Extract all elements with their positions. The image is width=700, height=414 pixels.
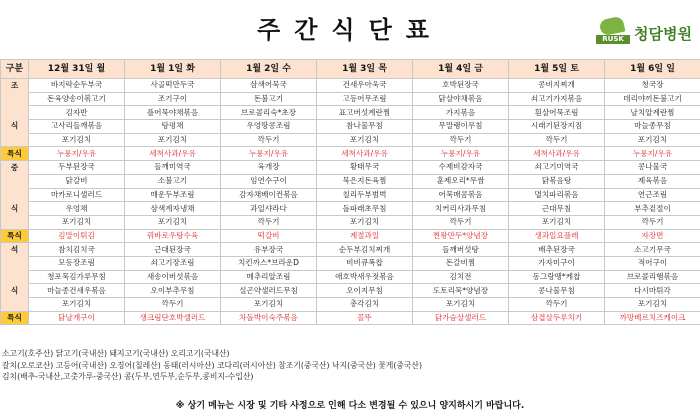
menu-cell: 탕평채 — [125, 120, 221, 134]
menu-cell: 마늘종무침 — [605, 120, 700, 134]
snack-row — [1, 147, 700, 161]
menu-cell: 깍두기 — [605, 215, 700, 229]
menu-cell: 순두부김치찌개 — [317, 243, 413, 257]
menu-cell: 포기김치 — [605, 133, 700, 147]
meal-label-cell: 식 — [1, 120, 29, 134]
menu-cell: 포기김치 — [317, 215, 413, 229]
leaf-logo-icon — [596, 18, 630, 48]
meal-label-cell: 식 — [1, 284, 29, 298]
menu-cell: 오이지무침 — [317, 284, 413, 298]
menu-cell: 메추리알조림 — [221, 270, 317, 284]
menu-cell: 김자반 — [29, 106, 125, 120]
menu-cell: 떡갈비 — [221, 229, 317, 243]
menu-cell: 플어묵야채볶음 — [125, 106, 221, 120]
menu-cell: 가지볶음 — [413, 106, 509, 120]
menu-cell: 제육볶음 — [605, 174, 700, 188]
menu-cell: 무말랭이무침 — [413, 120, 509, 134]
menu-cell: 포기김치 — [605, 298, 700, 312]
change-notice: ※ 상기 메뉴는 시장 및 기타 사정으로 인해 다소 변경될 수 있으니 양지하시기 바랍니다. — [175, 401, 525, 411]
menu-cell: 훈제오리*무쌈 — [413, 174, 509, 188]
menu-cell: 치킨까스*브라운D — [221, 256, 317, 270]
menu-cell: 참치김치국 — [29, 243, 125, 257]
menu-cell: 포기김치 — [29, 215, 125, 229]
menu-cell: 호박된장국 — [413, 79, 509, 93]
menu-cell: 바지락순두부국 — [29, 79, 125, 93]
meal-label-cell — [1, 298, 29, 312]
menu-cell: 가자미구이 — [509, 256, 605, 270]
menu-cell: 콩비지찌개 — [509, 79, 605, 93]
menu-cell: 꿔바로우탕수육 — [125, 229, 221, 243]
menu-cell: 들깨미역국 — [125, 161, 221, 175]
menu-cell: 꼴뚜 — [317, 311, 413, 325]
menu-cell: 사골떡만두국 — [125, 79, 221, 93]
menu-cell: 조기구이 — [125, 92, 221, 106]
menu-cell: 실곤약샐러드무침 — [221, 284, 317, 298]
meal-row — [1, 270, 700, 284]
menu-cell: 어묵매콤볶음 — [413, 188, 509, 202]
menu-cell: 비비큐폭찹 — [317, 256, 413, 270]
menu-cell: 쇠고기가지볶음 — [509, 92, 605, 106]
menu-cell: 포기김치 — [221, 298, 317, 312]
menu-cell: 쇠고기미역국 — [509, 161, 605, 175]
origin-info — [2, 348, 698, 383]
menu-cell: 포기김치 — [413, 298, 509, 312]
menu-cell: 삼겹살두루치기 — [509, 311, 605, 325]
meal-row — [1, 298, 700, 312]
menu-cell: 다시마튀각 — [605, 284, 700, 298]
menu-cell: 닭가슴살샐러드 — [413, 311, 509, 325]
menu-cell: 청포묵김가루무침 — [29, 270, 125, 284]
menu-cell: 치커리사과무침 — [413, 202, 509, 216]
meal-row — [1, 202, 700, 216]
menu-cell: 애호박새우젓볶음 — [317, 270, 413, 284]
hospital-logo — [596, 18, 692, 48]
snack-label: 특식 — [1, 147, 29, 161]
menu-cell: 닭날개구이 — [29, 311, 125, 325]
menu-cell: 쇠고기장조림 — [125, 256, 221, 270]
meal-label-cell: 석 — [1, 243, 29, 257]
menu-cell: 김말이튀김 — [29, 229, 125, 243]
menu-cell: 수제비감자국 — [413, 161, 509, 175]
snack-row — [1, 229, 700, 243]
menu-cell: 닭갈비 — [29, 174, 125, 188]
menu-cell: 소불고기 — [125, 174, 221, 188]
menu-cell: 포기김치 — [317, 133, 413, 147]
meal-label-cell: 중 — [1, 161, 29, 175]
menu-cell: 깍두기 — [221, 215, 317, 229]
menu-cell: 콩나물무침 — [509, 284, 605, 298]
menu-cell: 배추된장국 — [509, 243, 605, 257]
menu-cell: 닭볶음탕 — [509, 174, 605, 188]
menu-cell: 생크림단호박샐러드 — [125, 311, 221, 325]
menu-cell: 콩나물국 — [605, 161, 700, 175]
header — [0, 0, 700, 58]
menu-cell: 포기김치 — [125, 215, 221, 229]
menu-cell: 세척사과/우유 — [317, 147, 413, 161]
menu-cell: 오이부추무침 — [125, 284, 221, 298]
logo-mark-text: RUSK — [596, 35, 630, 44]
menu-cell: 깍두기 — [413, 215, 509, 229]
menu-cell: 김치전 — [413, 270, 509, 284]
menu-cell: 고등어무조림 — [317, 92, 413, 106]
column-header-category: 구분 — [1, 60, 29, 79]
header-row — [1, 60, 700, 79]
menu-cell: 깍두기 — [509, 298, 605, 312]
menu-cell: 들깨버섯탕 — [413, 243, 509, 257]
menu-cell: 연근조림 — [605, 188, 700, 202]
menu-cell: 유부장국 — [221, 243, 317, 257]
menu-cell: 흰살어묵조림 — [509, 106, 605, 120]
menu-cell: 깍두기 — [221, 133, 317, 147]
menu-cell: 데리야끼돈불고기 — [605, 92, 700, 106]
menu-cell: 표고버섯계란찜 — [317, 106, 413, 120]
menu-cell: 찐왕만두*양념장 — [413, 229, 509, 243]
meal-row — [1, 188, 700, 202]
menu-cell: 육개장 — [221, 161, 317, 175]
menu-cell: 근대된장국 — [125, 243, 221, 257]
meal-label-cell — [1, 188, 29, 202]
origin-line: 갈치(오로코산) 고등어(국내산) 오징어(칠레산) 동태(러시아산) 코다리(러시아산) 참조기(중국산) 낙지(중국산) 꽃게(중국산) — [2, 360, 423, 370]
menu-cell: 생과일요플레 — [509, 229, 605, 243]
menu-cell: 깍두기 — [509, 133, 605, 147]
meal-row — [1, 161, 700, 175]
menu-cell: 새송이버섯볶음 — [125, 270, 221, 284]
menu-cell: 황태무국 — [317, 161, 413, 175]
menu-cell: 포기김치 — [125, 133, 221, 147]
weekly-menu-table — [0, 59, 700, 325]
menu-cell: 누룽지/우유 — [29, 147, 125, 161]
menu-cell: 적어구이 — [605, 256, 700, 270]
menu-cell: 돈육양송이볶고기 — [29, 92, 125, 106]
menu-cell: 세척사과/우유 — [509, 147, 605, 161]
snack-label: 특식 — [1, 311, 29, 325]
column-header-day: 12월 31일 월 — [29, 60, 125, 79]
origin-line: 김치(배추-국내산,고춧가루-중국산) 콩(두부,연두부,순두부,콩비지-수입산) — [2, 372, 254, 381]
menu-cell: 포기김치 — [29, 133, 125, 147]
menu-cell: 과일샤라다 — [221, 202, 317, 216]
menu-cell: 브로콜리숙*초장 — [221, 106, 317, 120]
menu-cell: 자장면 — [605, 229, 700, 243]
meal-row — [1, 120, 700, 134]
menu-cell: 차돌박이숙주볶음 — [221, 311, 317, 325]
menu-cell: 마카로니샐러드 — [29, 188, 125, 202]
hospital-name: 청담병원 — [634, 24, 692, 43]
meal-label-cell — [1, 92, 29, 106]
column-header-day: 1월 2일 수 — [221, 60, 317, 79]
column-header-day: 1월 4일 금 — [413, 60, 509, 79]
meal-label-cell — [1, 133, 29, 147]
menu-cell: 근대무침 — [509, 202, 605, 216]
meal-label-cell — [1, 270, 29, 284]
menu-cell: 청국장 — [605, 79, 700, 93]
menu-cell: 날치알계란찜 — [605, 106, 700, 120]
meal-row — [1, 133, 700, 147]
meal-row — [1, 284, 700, 298]
snack-label: 특식 — [1, 229, 29, 243]
menu-cell: 소고기무국 — [605, 243, 700, 257]
menu-cell: 고사리들깨볶음 — [29, 120, 125, 134]
menu-cell: 누룽지/우유 — [605, 147, 700, 161]
column-header-day: 1월 5일 토 — [509, 60, 605, 79]
menu-cell: 닭살야채볶음 — [413, 92, 509, 106]
meal-row — [1, 243, 700, 257]
menu-cell: 도토리묵*양념장 — [413, 284, 509, 298]
menu-cell: 포기김치 — [29, 298, 125, 312]
menu-cell: 임연수구이 — [221, 174, 317, 188]
menu-cell: 계절과일 — [317, 229, 413, 243]
meal-row — [1, 79, 700, 93]
menu-cell: 칠리두부범벅 — [317, 188, 413, 202]
menu-cell: 감자채베이컨볶음 — [221, 188, 317, 202]
menu-cell: 세척사과/우유 — [125, 147, 221, 161]
menu-cell: 삼색계자냉채 — [125, 202, 221, 216]
meal-row — [1, 92, 700, 106]
column-header-day: 1월 1일 화 — [125, 60, 221, 79]
meal-label-cell: 식 — [1, 202, 29, 216]
menu-cell: 돈갈비찜 — [413, 256, 509, 270]
menu-cell: 포기김치 — [509, 215, 605, 229]
meal-label-cell — [1, 256, 29, 270]
snack-row — [1, 311, 700, 325]
menu-cell: 삼색어묵국 — [221, 79, 317, 93]
meal-row — [1, 106, 700, 120]
menu-cell: 돌파래초무침 — [317, 202, 413, 216]
menu-cell: 두부된장국 — [29, 161, 125, 175]
page-title: 주간식단표 — [257, 16, 443, 44]
menu-cell: 참나물무침 — [317, 120, 413, 134]
menu-cell: 멸치파리볶음 — [509, 188, 605, 202]
column-header-day: 1월 6일 일 — [605, 60, 700, 79]
menu-cell: 누룽지/우유 — [413, 147, 509, 161]
menu-cell: 묵은지돈육찜 — [317, 174, 413, 188]
menu-cell: 시래기된장지짐 — [509, 120, 605, 134]
menu-cell: 모등장조림 — [29, 256, 125, 270]
menu-cell: 동그랑땡*케찹 — [509, 270, 605, 284]
menu-cell: 건새우아욱국 — [317, 79, 413, 93]
meal-label-cell — [1, 174, 29, 188]
menu-body — [1, 79, 700, 325]
menu-cell: 브로콜리햄볶음 — [605, 270, 700, 284]
origin-line: 소고기(호주산) 닭고기(국내산) 돼지고기(국내산) 오리고기(국내산) — [2, 349, 230, 358]
column-header-day: 1월 3일 목 — [317, 60, 413, 79]
meal-row — [1, 174, 700, 188]
meal-row — [1, 256, 700, 270]
meal-row — [1, 215, 700, 229]
menu-cell: 우엉채 — [29, 202, 125, 216]
menu-cell: 매운두부조림 — [125, 188, 221, 202]
menu-cell: 깍두기 — [413, 133, 509, 147]
menu-cell: 총각김치 — [317, 298, 413, 312]
menu-cell: 마늘종건새우볶음 — [29, 284, 125, 298]
menu-cell: 누룽지/우유 — [221, 147, 317, 161]
meal-label-cell — [1, 215, 29, 229]
menu-cell: 부추겉절이 — [605, 202, 700, 216]
meal-label-cell — [1, 106, 29, 120]
menu-cell: 돈불고기 — [221, 92, 317, 106]
menu-cell: 까망베르치즈케이크 — [605, 311, 700, 325]
menu-cell: 우엉땅콩조림 — [221, 120, 317, 134]
menu-cell: 깍두기 — [125, 298, 221, 312]
meal-label-cell: 조 — [1, 79, 29, 93]
